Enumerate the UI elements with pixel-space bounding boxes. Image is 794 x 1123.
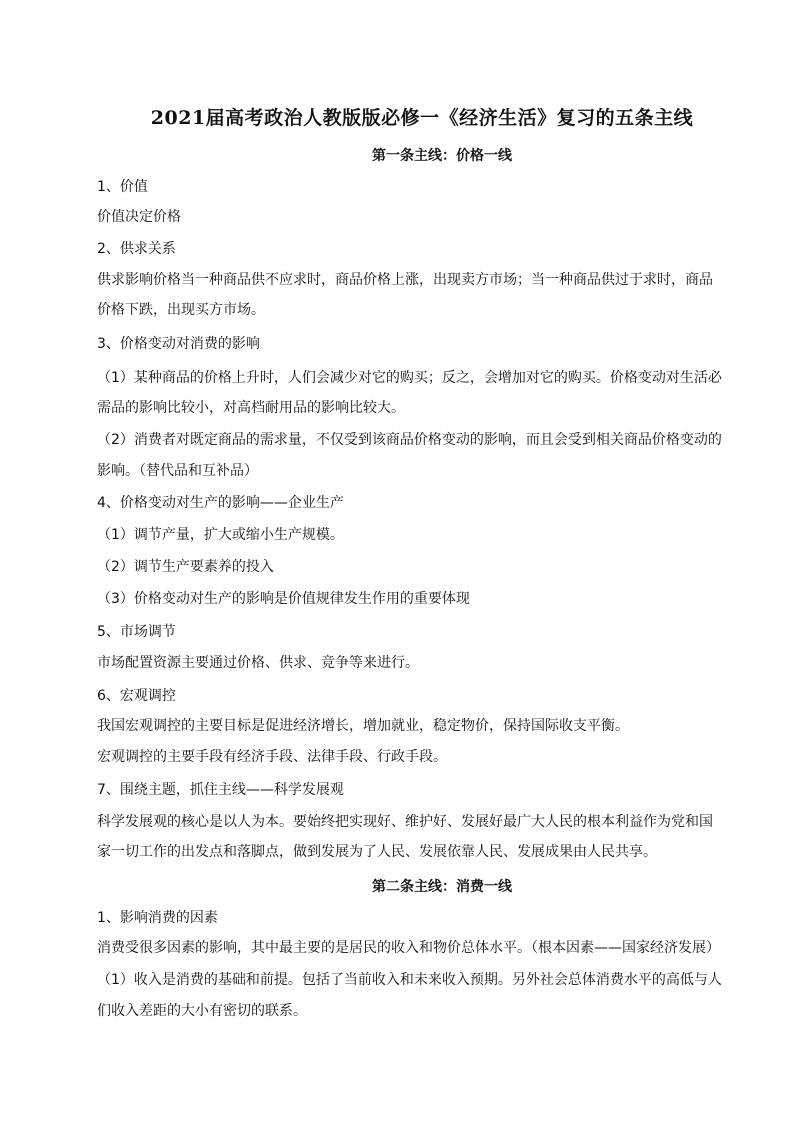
section2-item1-p1-line1: （1）收入是消费的基础和前提。包括了当前收入和未来收入预期。另外社会总体消费水平的高低与人 bbox=[97, 972, 722, 988]
section1-item4-title: 4、价格变动对生产的影响——企业生产 bbox=[97, 495, 344, 511]
section1-item6-title: 6、宏观调控 bbox=[97, 688, 176, 704]
section1-heading: 第一条主线：价格一线 bbox=[372, 148, 512, 164]
section1-item3-title: 3、价格变动对消费的影响 bbox=[97, 336, 260, 352]
section1-item5-text: 市场配置资源主要通过价格、供求、竞争等来进行。 bbox=[97, 655, 419, 671]
section1-item1-text: 价值决定价格 bbox=[97, 209, 181, 225]
section1-item7-text-line1: 科学发展观的核心是以人为本。要始终把实现好、维护好、发展好最广大人民的根本利益作为党和国 bbox=[97, 814, 713, 830]
section1-item4-p1: （1）调节产量，扩大或缩小生产规模。 bbox=[97, 527, 344, 543]
document-title: 2021届高考政治人教版版必修一《经济生活》复习的五条主线 bbox=[150, 107, 694, 129]
section1-item4-p3: （3）价格变动对生产的影响是价值规律发生作用的重要体现 bbox=[97, 591, 470, 607]
section2-item1-p1-line2: 们收入差距的大小有密切的联系。 bbox=[97, 1003, 307, 1019]
section1-item7-text-line2: 家一切工作的出发点和落脚点，做到发展为了人民、发展依靠人民、发展成果由人民共享。 bbox=[97, 844, 657, 860]
section1-item7-title: 7、围绕主题，抓住主线——科学发展观 bbox=[97, 782, 344, 798]
section1-item6-text1: 我国宏观调控的主要目标是促进经济增长，增加就业，稳定物价，保持国际收支平衡。 bbox=[97, 718, 629, 734]
section1-item4-p2: （2）调节生产要素养的投入 bbox=[97, 559, 274, 575]
section2-item1-title: 1、影响消费的因素 bbox=[97, 910, 218, 926]
section1-item1-title: 1、价值 bbox=[97, 179, 148, 195]
section2-item1-text: 消费受很多因素的影响，其中最主要的是居民的收入和物价总体水平。（根本因素——国家经济发展） bbox=[97, 940, 720, 956]
section1-item6-text2: 宏观调控的主要手段有经济手段、法律手段、行政手段。 bbox=[97, 749, 447, 765]
section1-item3-p1-line1: （1）某种商品的价格上升时，人们会减少对它的购买；反之，会增加对它的购买。价格变动对生活必 bbox=[97, 370, 722, 386]
section1-item3-p1-line2: 需品的影响比较小，对高档耐用品的影响比较大。 bbox=[97, 400, 405, 416]
section1-item2-title: 2、供求关系 bbox=[97, 241, 176, 257]
section1-item3-p2-line2: 影响。（替代品和互补品） bbox=[97, 463, 258, 479]
section2-heading: 第二条主线：消费一线 bbox=[372, 879, 512, 895]
section1-item5-title: 5、市场调节 bbox=[97, 624, 176, 640]
section1-item2-text-line1: 供求影响价格当一种商品供不应求时，商品价格上涨，出现卖方市场；当一种商品供过于求时，商品 bbox=[97, 272, 713, 288]
section1-item3-p2-line1: （2）消费者对既定商品的需求量，不仅受到该商品价格变动的影响，而且会受到相关商品价格变动的 bbox=[97, 432, 722, 448]
section1-item2-text-line2: 价格下跌，出现买方市场。 bbox=[97, 302, 265, 318]
